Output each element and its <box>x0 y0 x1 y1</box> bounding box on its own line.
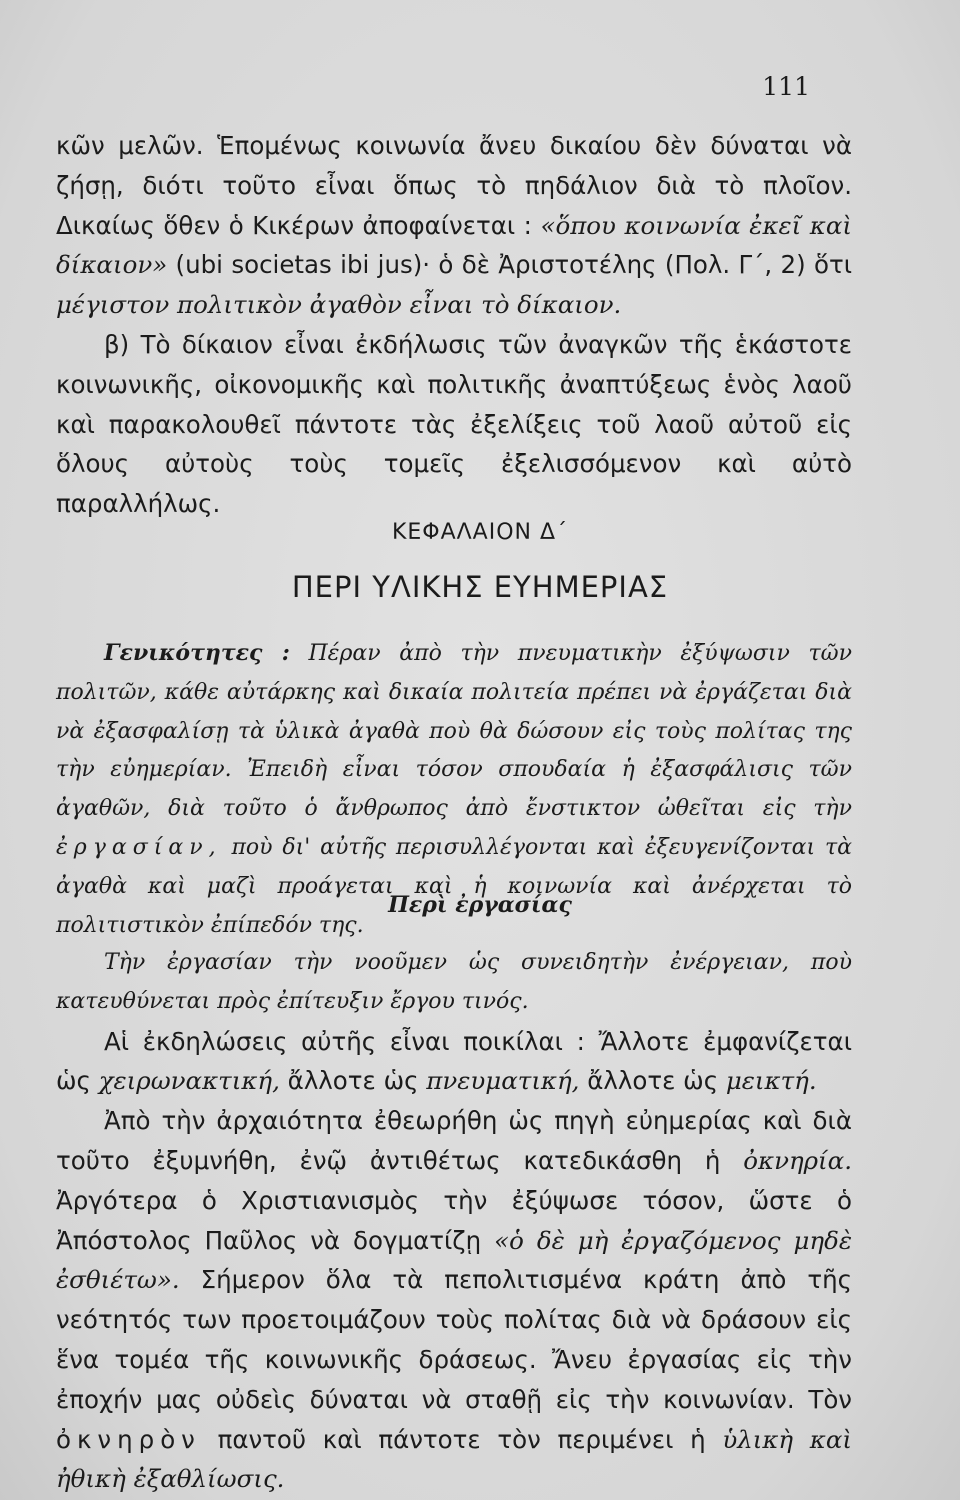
chapter-label: ΚΕΦΑΛΑΙΟΝ Δ΄ <box>391 520 569 545</box>
italic-term: πνευματική, <box>426 1066 580 1096</box>
italic-term: μεικτή. <box>725 1066 817 1096</box>
italic-term: χειρωνακτική, <box>98 1066 280 1096</box>
paragraph-text: ἄλλοτε ὡς <box>279 1066 427 1096</box>
paragraph-cicero <box>56 126 852 325</box>
paragraph-text: Πέραν ἀπὸ τὴν πνευματικὴν ἐξύψωσιν τῶν πολιτῶν, κάθε αὐτάρκης καὶ δικαία πολιτεία πρέπει νὰ ἐργάζεται διὰ νὰ ἐξασφαλίσῃ τὰ ὑλικὰ ἀγαθὰ ποὺ θὰ δώσουν εἰς τοὺς πολίτας της τὴν εὐημερίαν. Ἐπειδὴ εἶναι τόσον σπουδαία ἡ ἐξασφάλισις τῶν ἀγαθῶν, διὰ τοῦτο ὁ ἄνθρωπος ἀπὸ ἔνστικτον ὠθεῖται εἰς τὴν <box>56 641 852 822</box>
paragraph-beta: β) Τὸ δίκαιον εἶναι ἐκδήλωσις τῶν ἀναγκῶν τῆς ἑκάστοτε κοινωνικῆς, οἰκονομικῆς καὶ πολιτικῆς ἀναπτύξεως ἑνὸς λαοῦ καὶ παρακολουθεῖ πάντοτε τὰς ἐξελίξεις τοῦ λαοῦ αὐτοῦ εἰς ὅλους αὐτοὺς τοὺς τομεῖς ἐξελισσόμενον καὶ αὐτὸ παραλλήλως. <box>56 329 852 519</box>
paragraph-text: ποὺ δι' αὐτῆς περισυλλέγονται καὶ ἐξευγενίζονται τὰ ἀγαθὰ καὶ μαζὶ προάγεται καὶ ἡ κοινωνία καὶ ἀνέρχεται τὸ πολιτιστικὸν ἐπίπεδόν της. <box>56 834 852 938</box>
work-history-paragraph <box>56 1101 852 1499</box>
spaced-word: ἐργασίαν, <box>56 834 222 860</box>
work-forms-paragraph <box>56 1022 852 1102</box>
work-definition: Τὴν ἐργασίαν τὴν νοοῦμεν ὡς συνειδητὴν ἐνέργειαν, ποὺ κατευθύνεται πρὸς ἐπίτευξιν ἔργου τινός. <box>56 950 852 1014</box>
italic-term: ὀκνηρία. <box>743 1145 852 1175</box>
paragraph-text: παντοῦ καὶ πάντοτε τὸν περιμένει ἡ <box>200 1424 723 1454</box>
section-heading: Περὶ ἐργασίας <box>388 892 572 918</box>
paul-quote: «ὁ δὲ μὴ ἐργαζόμενος μηδὲ ἐσθιέτω». <box>56 1225 852 1295</box>
paragraph-text: Ἀργότερα ὁ Χριστιανισμὸς τὴν ἐξύψωσε τόσον, ὥστε ὁ Ἀπόστολος Παῦλος νὰ δογματίζῃ <box>56 1185 852 1255</box>
spaced-word: ὀκνηρὸν <box>56 1424 201 1454</box>
chapter-title: ΠΕΡΙ ΥΛΙΚΗΣ ΕΥΗΜΕΡΙΑΣ <box>291 570 669 604</box>
paragraph-text: κῶν μελῶν. Ἑπομένως κοινωνία ἄνευ δικαίου δὲν δύναται νὰ ζήσῃ, διότι τοῦτο εἶναι ὅπως τὸ πηδάλιον διὰ τὸ πλοῖον. Δικαίως ὅθεν ὁ Κικέρων ἀποφαίνεται : <box>56 131 852 240</box>
paragraph-text: Σήμερον ὅλα τὰ πεπολιτισμένα κράτη ἀπὸ τῆς νεότητός των προετοιμάζουν τοὺς πολίτας διὰ νὰ δράσουν εἰς ἕνα τομέα τῆς κοινωνικῆς δράσεως. Ἄνευ ἐργασίας εἰς τὴν ἐποχήν μας οὐδεὶς δύναται νὰ σταθῇ εἰς τὴν κοινωνίαν. Τὸν <box>56 1265 852 1414</box>
aristotle-quote: μέγιστον πολιτικὸν ἀγαθὸν εἶναι τὸ δίκαιον. <box>56 290 622 320</box>
cicero-quote: «ὅπου κοινωνία ἐκεῖ καὶ δίκαιον» <box>56 210 852 280</box>
work-block <box>56 944 852 1499</box>
paragraph-text: ἄλλοτε ὡς <box>579 1066 726 1096</box>
top-text-block <box>56 126 852 524</box>
paragraph-text: Ἀπὸ τὴν ἀρχαιότητα ἐθεωρήθη ὡς πηγὴ εὐημερίας καὶ διὰ τοῦτο ἐξυμνήθη, ἐνῷ ἀντιθέτως κατεδικάσθη ἡ <box>56 1106 852 1175</box>
italic-term: ὑλικὴ καὶ ἠθικὴ ἐξαθλίωσις. <box>56 1424 852 1494</box>
paragraph-text: Αἱ ἐκδηλώσεις αὐτῆς εἶναι ποικίλαι : Ἄλλοτε ἐμφανίζεται ὡς <box>56 1026 852 1096</box>
generalities-heading: Γενικότητες : <box>104 640 290 666</box>
paragraph-text: (ubi societas ibi jus)· ὁ δὲ Ἀριστοτέλης (Πολ. Γ΄, 2) ὅτι <box>167 250 852 280</box>
page-number: 111 <box>762 72 810 101</box>
